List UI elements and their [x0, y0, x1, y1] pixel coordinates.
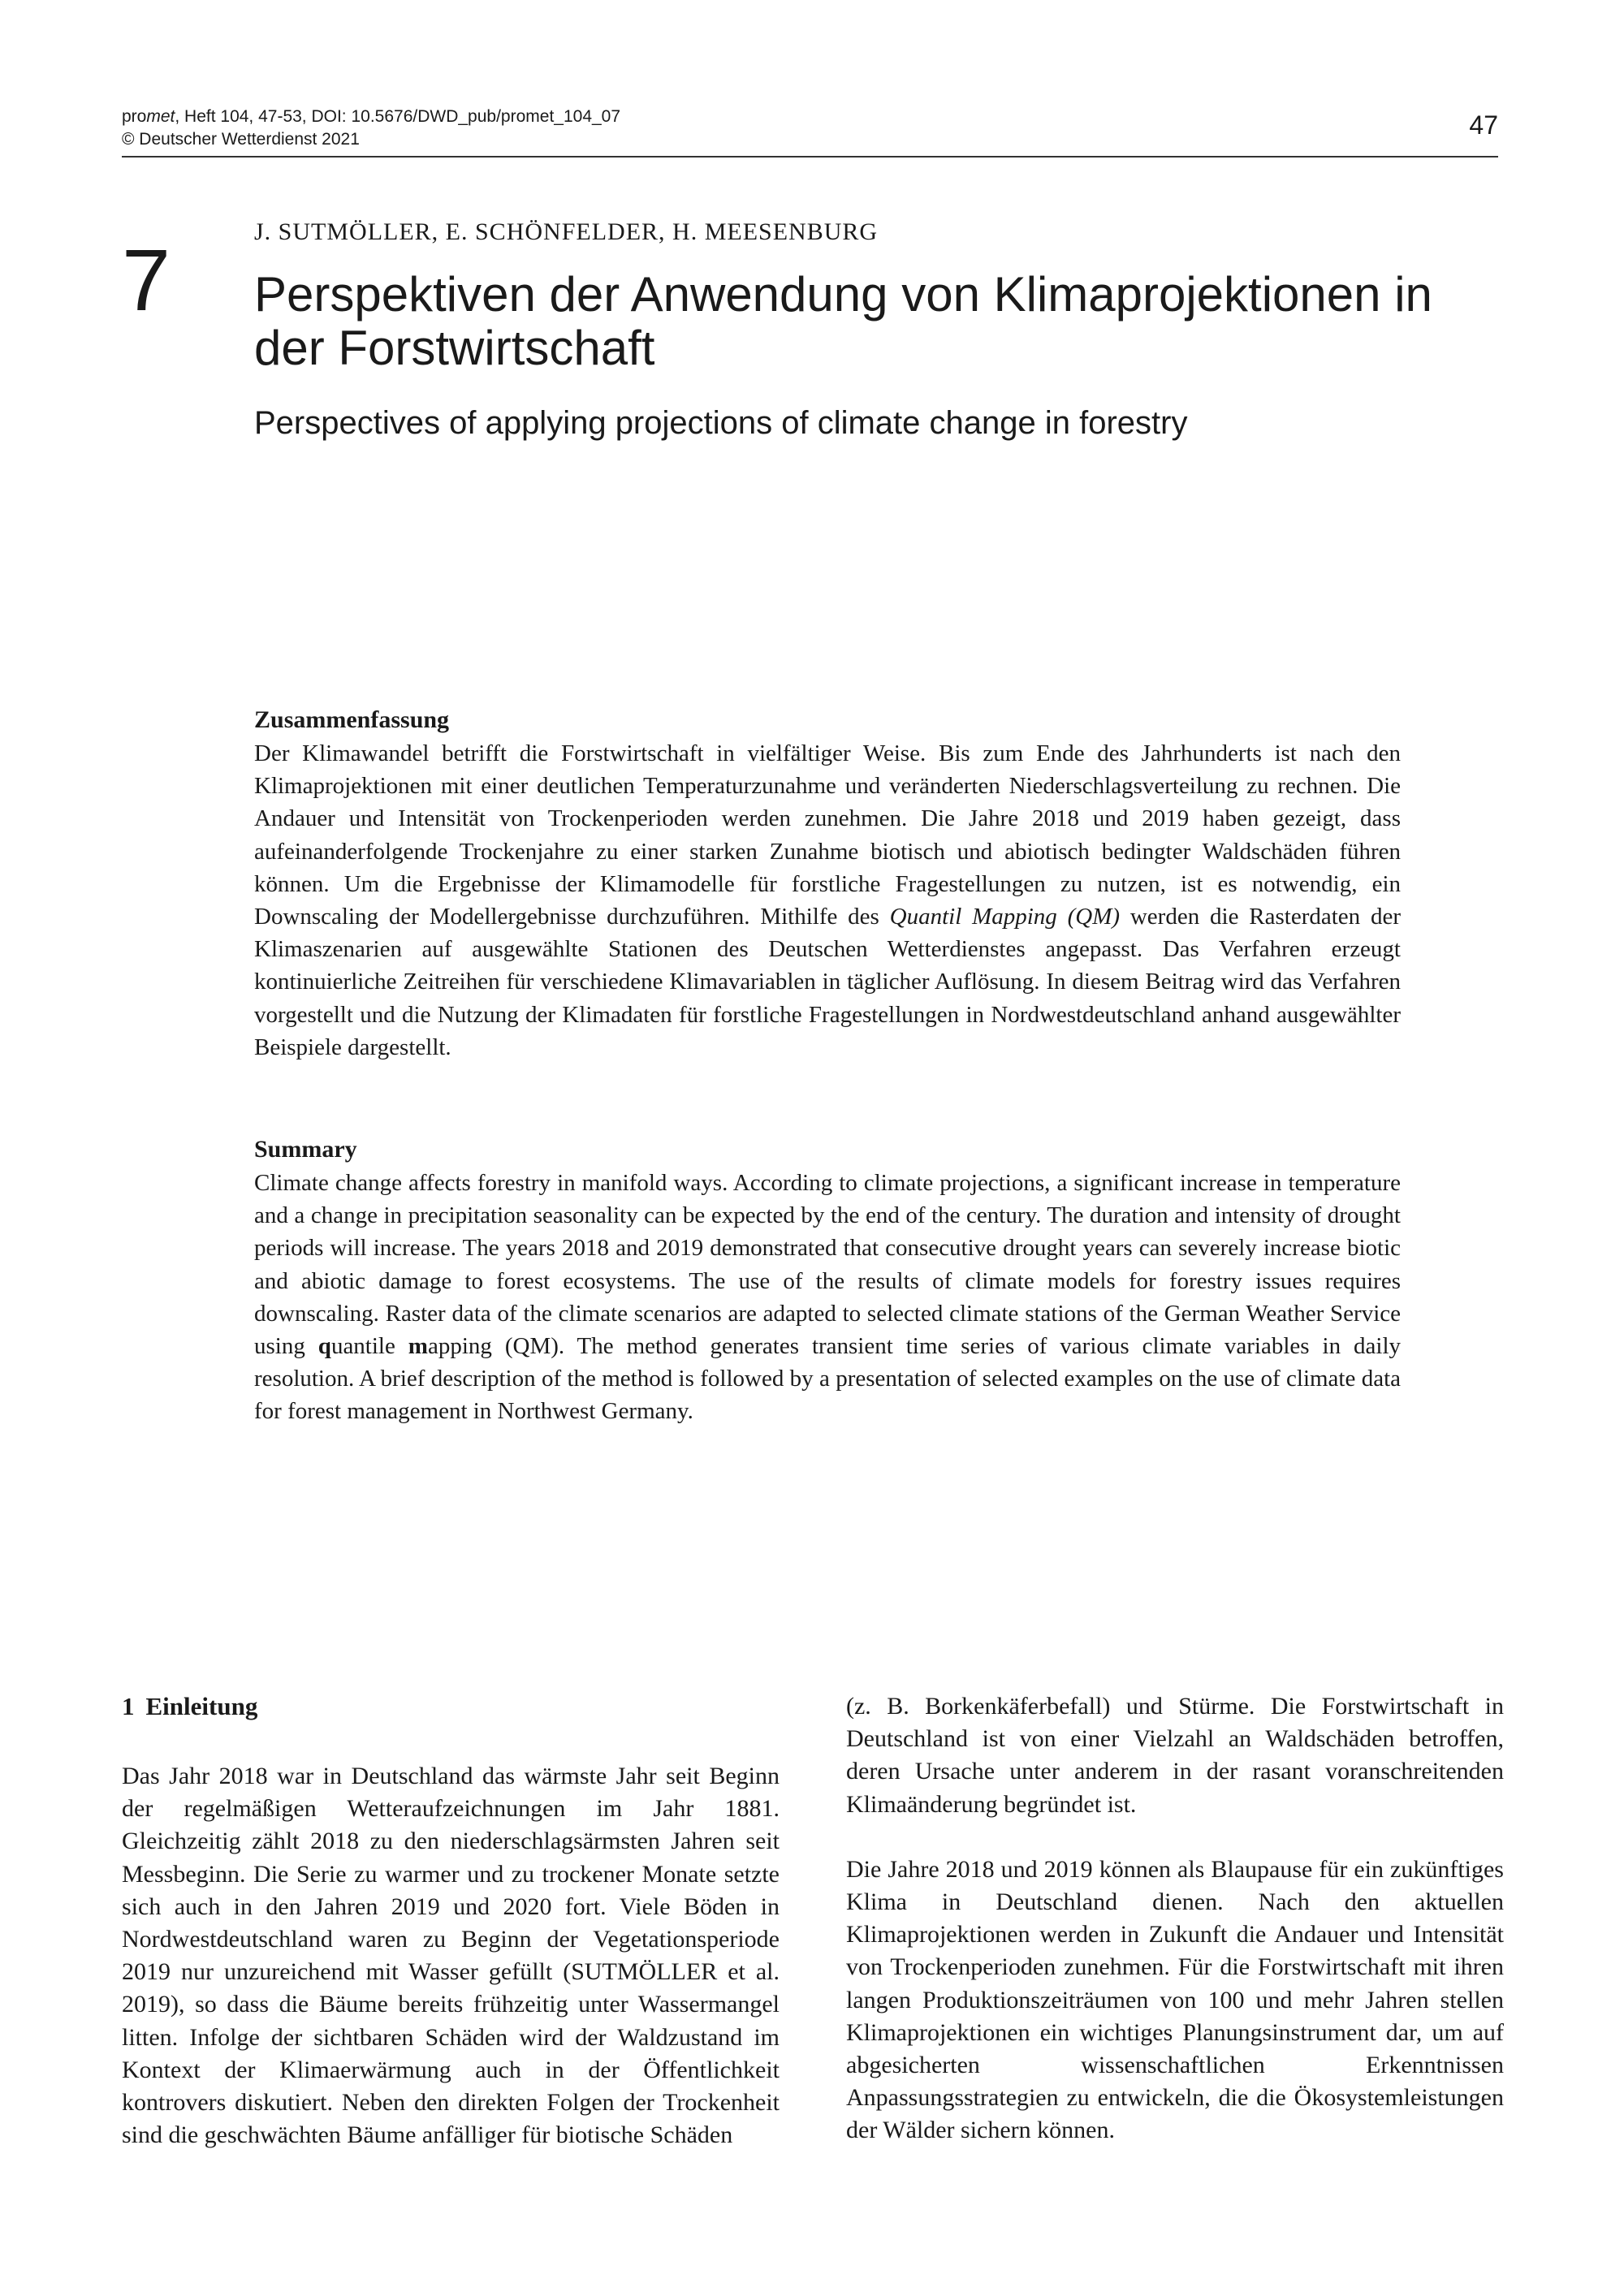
abstract-german-text-part: Der Klimawandel betrifft die Forstwirtschaft in vielfältiger Weise. Bis zum Ende des Jahrhunderts ist nach den Klimaprojektionen mit einer deutlichen Temperaturzunahme und veränderten Niederschlagsverteilung zu rechnen. Die Andauer und Intensität von Trockenperioden werden zunehmen. Die Jahre 2018 und 2019 haben gezeigt, dass aufeinanderfolgende Trockenjahre zu einer starken Zunahme biotisch und abiotisch bedingter Waldschäden führen können. Um die Ergebnisse der Klimamodelle für forstliche Fragestellungen zu nutzen, ist es notwendig, ein Downscaling der Modellergebnisse durchzuführen. Mithilfe des [254, 740, 1401, 930]
left-column [122, 1690, 780, 2184]
abstract-english-heading: Summary [254, 1136, 357, 1163]
right-column [846, 1690, 1504, 2180]
abstract-english [254, 1134, 1401, 1428]
chapter-number: 7 [122, 231, 171, 329]
page-number: 47 [1469, 110, 1498, 140]
body-paragraph: Die Jahre 2018 und 2019 können als Blaupause für ein zukünftiges Klima in Deutschland dienen. Nach den aktuellen Klimaprojektionen werden in Zukunft die Andauer und Intensität von Trockenperioden zunehmen. Für die Forstwirtschaft mit ihren langen Produktionszeiträumen von 100 und mehr Jahren stellen Klimaprojektionen ein wichtiges Planungsinstrument dar, um auf abgesicherten wissenschaftlichen Erkenntnissen Anpassungsstrategien zu entwickeln, die die Ökosystemleistungen der Wälder sichern können. [846, 1855, 1504, 2144]
quantil-mapping-term: Quantil Mapping (QM) [889, 904, 1121, 930]
title-english: Perspectives of applying projections of climate change in forestry [254, 405, 1188, 441]
copyright-line: © Deutscher Wetterdienst 2021 [122, 130, 360, 149]
abstract-german-text-part: werden die Rasterdaten der Klimaszenarien auf ausgewählte Stationen des Deutschen Wetterdienstes angepasst. Das Verfahren erzeugt kontinuierliche Zeitreihen für verschiedene Klimavariablen in täglicher Auflösung. In diesem Beitrag wird das Verfahren vorgestellt und die Nutzung der Klimadaten für forstliche Fragestellungen in Nordwestdeutschland anhand ausgewählter Beispiele dargestellt. [254, 904, 1402, 1060]
section-heading [122, 1690, 780, 1723]
abstract-german [254, 705, 1401, 1064]
bold-letter-m: m [408, 1333, 428, 1360]
section-title: Einleitung [145, 1692, 258, 1720]
bold-letter-q: q [317, 1333, 331, 1360]
body-paragraph: (z. B. Borkenkäferbefall) und Stürme. Die Forstwirtschaft in Deutschland ist von einer Vielzahl an Waldschäden betroffen, deren Ursache unter anderem in der rasant voranschreitenden Klimaänderung begründet ist. [846, 1693, 1504, 1818]
journal-name-prefix: pro [122, 107, 147, 126]
abstract-german-heading: Zusammenfassung [254, 706, 450, 733]
citation-line [122, 106, 1498, 128]
running-header [122, 106, 1498, 154]
section-number: 1 [122, 1692, 135, 1720]
journal-name-italic: met [146, 107, 175, 126]
abstract-english-text [254, 1167, 1401, 1428]
abstract-german-text [254, 737, 1401, 1064]
citation-text: , Heft 104, 47-53, DOI: 10.5676/DWD_pub/promet_104_07 [175, 107, 621, 126]
body-paragraph: Das Jahr 2018 war in Deutschland das wärmste Jahr seit Beginn der regelmäßigen Wetteraufzeichnungen im Jahr 1881. Gleichzeitig zählt 2018 zu den niederschlagsärmsten Jahren seit Messbeginn. Die Serie zu warmer und zu trockener Monate setzte sich auch in den Jahren 2019 und 2020 fort. Viele Böden in Nordwestdeutschland waren zu Beginn der Vegetationsperiode 2019 nur unzureichend mit Wasser gefüllt (SUTMÖLLER et al. 2019), so dass die Bäume bereits frühzeitig unter Wassermangel litten. Infolge der sichtbaren Schäden wird der Waldzustand im Kontext der Klimaerwärmung auch in der Öffentlichkeit kontrovers diskutiert. Neben den direkten Folgen der Trockenheit sind die geschwächten Bäume anfälliger für biotische Schäden [122, 1763, 780, 2149]
title-german: Perspektiven der Anwendung von Klimaprojektionen in der Forstwirtschaft [254, 267, 1432, 375]
abstract-english-text-part: uantile [330, 1333, 408, 1360]
authors: J. SUTMÖLLER, E. SCHÖNFELDER, H. MEESENBURG [254, 218, 879, 245]
abstract-english-text-part: Climate change affects forestry in manifold ways. According to climate projections, a significant increase in temperature and a change in precipitation seasonality can be expected by the end of the century. The duration and intensity of drought periods will increase. The years 2018 and 2019 demonstrated that consecutive drought years can severely increase biotic and abiotic damage to forest ecosystems. The use of the results of climate models for forestry issues requires downscaling. Raster data of the climate scenarios are adapted to selected climate stations of the German Weather Service using [254, 1170, 1401, 1360]
header-divider [122, 156, 1498, 158]
abstract-english-text-part: apping (QM). The method generates transient time series of various climate variables in daily resolution. A brief description of the method is followed by a presentation of selected examples on the use of climate data for forest management in Northwest Germany. [254, 1333, 1401, 1425]
